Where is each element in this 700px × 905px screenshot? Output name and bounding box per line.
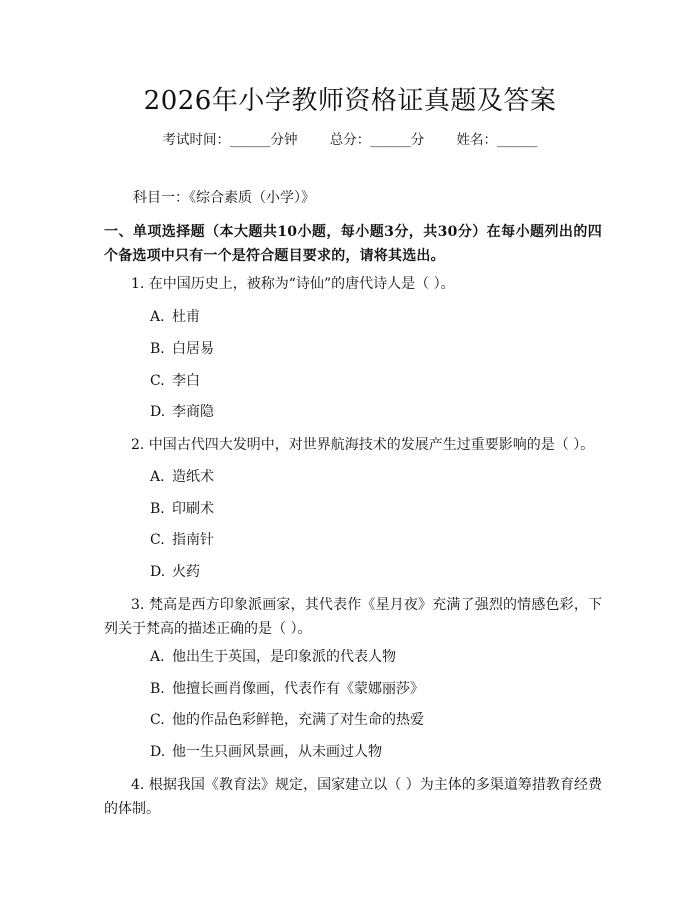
- question-3-stem: 3. 梵高是西方印象派画家，其代表作《星月夜》充满了强烈的情感色彩，下列关于梵高的描述正确的是（ ）。: [104, 597, 602, 637]
- option-letter: D.: [150, 564, 166, 580]
- option-letter: A.: [150, 649, 165, 665]
- question-3-option-d: [150, 740, 382, 764]
- option-text: 火药: [172, 564, 200, 580]
- exam-meta: [0, 130, 700, 150]
- option-letter: D.: [150, 744, 166, 760]
- option-letter: D.: [150, 404, 166, 420]
- option-letter: A.: [150, 469, 165, 485]
- question-2-option-a: [150, 465, 214, 489]
- question-3-option-a: [150, 645, 396, 669]
- question-1-option-a: [150, 305, 200, 329]
- option-text: 李白: [172, 373, 200, 389]
- option-letter: C.: [150, 712, 165, 728]
- option-letter: B.: [150, 681, 165, 697]
- question-3-option-c: [150, 708, 424, 732]
- question-1-option-b: [150, 337, 214, 361]
- question-2-stem: 2. 中国古代四大发明中，对世界航海技术的发展产生过重要影响的是（ ）。: [131, 437, 595, 453]
- option-text: 他出生于英国，是印象派的代表人物: [172, 649, 396, 665]
- name-field: 姓名：______: [456, 132, 538, 148]
- option-text: 杜甫: [172, 309, 200, 325]
- option-text: 他的作品色彩鲜艳，充满了对生命的热爱: [172, 712, 424, 728]
- exam-time-field: 考试时间：______分钟: [162, 132, 298, 148]
- question-2-option-b: [150, 497, 214, 521]
- option-text: 他一生只画风景画，从未画过人物: [172, 744, 382, 760]
- page-title: 2026年小学教师资格证真题及答案: [143, 86, 557, 116]
- section-heading: 一、单项选择题（本大题共10小题，每小题3分，共30分）在每小题列出的四个备选项中只有一个是符合题目要求的，请将其选出。: [104, 224, 602, 264]
- question-2-option-c: [150, 528, 214, 552]
- option-text: 造纸术: [172, 469, 214, 485]
- option-letter: B.: [150, 501, 165, 517]
- option-text: 印刷术: [172, 501, 214, 517]
- question-1-option-c: [150, 369, 200, 393]
- question-1-option-d: [150, 400, 214, 424]
- question-2-option-d: [150, 560, 200, 584]
- option-text: 他擅长画肖像画，代表作有《蒙娜丽莎》: [172, 681, 424, 697]
- subject-label: 科目一：《综合素质（小学）》: [133, 190, 315, 206]
- question-3-option-b: [150, 677, 424, 701]
- option-letter: B.: [150, 341, 165, 357]
- question-4-stem: 4. 根据我国《教育法》规定，国家建立以（ ）为主体的多渠道筹措教育经费的体制。: [104, 777, 602, 817]
- option-text: 指南针: [172, 532, 214, 548]
- question-1-stem: 1. 在中国历史上，被称为“诗仙”的唐代诗人是（ ）。: [131, 276, 455, 292]
- option-text: 李商隐: [172, 404, 214, 420]
- option-letter: C.: [150, 532, 165, 548]
- option-letter: A.: [150, 309, 165, 325]
- total-score-field: 总分：______分: [329, 132, 425, 148]
- option-letter: C.: [150, 373, 165, 389]
- option-text: 白居易: [172, 341, 214, 357]
